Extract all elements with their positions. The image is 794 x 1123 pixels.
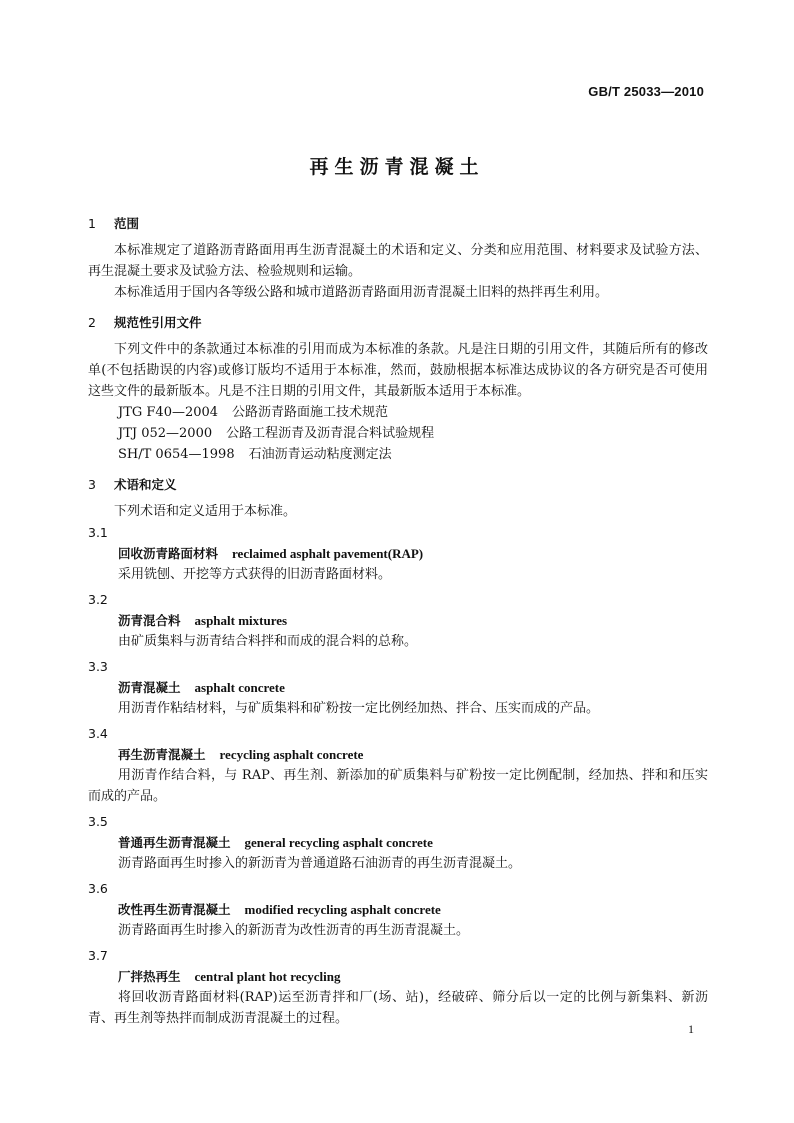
- term-entry: [88, 945, 708, 1029]
- term-number: 3.4: [88, 726, 108, 741]
- term-definition: 采用铣刨、开挖等方式获得的旧沥青路面材料。: [118, 567, 392, 582]
- term-title: 沥青混合料 asphalt mixtures: [118, 613, 288, 628]
- term-definition: 沥青路面再生时掺入的新沥青为改性沥青的再生沥青混凝土。: [118, 923, 470, 938]
- reference-item: JTG F40—2004 公路沥青路面施工技术规范: [118, 405, 389, 420]
- term-entry: [88, 656, 708, 719]
- document-body: [88, 213, 708, 1029]
- section-heading-terms: 3 术语和定义: [88, 477, 177, 492]
- term-entry: [88, 723, 708, 807]
- term-definition: 沥青路面再生时掺入的新沥青为普通道路石油沥青的再生沥青混凝土。: [118, 856, 522, 871]
- document-title: 再生沥青混凝土: [309, 156, 485, 178]
- term-entry: [88, 878, 708, 941]
- term-title: 改性再生沥青混凝土 modified recycling asphalt concrete: [118, 902, 441, 917]
- section-heading-normative-references: 2 规范性引用文件: [88, 315, 202, 330]
- term-number: 3.7: [88, 948, 108, 963]
- standard-code: GB/T 25033—2010: [588, 84, 704, 99]
- paragraph: 下列术语和定义适用于本标准。: [114, 504, 297, 519]
- paragraph: 本标准规定了道路沥青路面用再生沥青混凝土的术语和定义、分类和应用范围、材料要求及试验方法、再生混凝土要求及试验方法、检验规则和运输。: [88, 243, 708, 279]
- reference-item: SH/T 0654—1998 石油沥青运动粘度测定法: [118, 447, 392, 462]
- term-definition: 由矿质集料与沥青结合料拌和而成的混合料的总称。: [118, 634, 418, 649]
- page-number: 1: [688, 1022, 694, 1036]
- term-entry: [88, 589, 708, 652]
- section-heading-scope: 1 范围: [88, 216, 140, 231]
- term-number: 3.6: [88, 881, 108, 896]
- term-title: 厂拌热再生 central plant hot recycling: [118, 969, 341, 984]
- term-title: 回收沥青路面材料 reclaimed asphalt pavement(RAP): [118, 546, 424, 561]
- term-title: 普通再生沥青混凝土 general recycling asphalt concrete: [118, 835, 433, 850]
- term-definition: 用沥青作粘结材料，与矿质集料和矿粉按一定比例经加热、拌合、压实而成的产品。: [118, 701, 600, 716]
- paragraph: 下列文件中的条款通过本标准的引用而成为本标准的条款。凡是注日期的引用文件，其随后所有的修改单(不包括勘误的内容)或修订版均不适用于本标准，然而，鼓励根据本标准达成协议的各方研究是否可使用这些文件的最新版本。凡是不注日期的引用文件，其最新版本适用于本标准。: [88, 342, 708, 399]
- term-title: 沥青混凝土 asphalt concrete: [118, 680, 285, 695]
- term-entry: [88, 811, 708, 874]
- term-number: 3.2: [88, 592, 108, 607]
- term-number: 3.3: [88, 659, 108, 674]
- term-title: 再生沥青混凝土 recycling asphalt concrete: [118, 747, 364, 762]
- term-entry: [88, 522, 708, 585]
- paragraph: 本标准适用于国内各等级公路和城市道路沥青路面用沥青混凝土旧料的热拌再生利用。: [114, 285, 609, 300]
- term-number: 3.5: [88, 814, 108, 829]
- term-definition: 用沥青作结合料，与 RAP、再生剂、新添加的矿质集料与矿粉按一定比例配制，经加热、拌和和压实而成的产品。: [88, 768, 708, 804]
- reference-item: JTJ 052—2000 公路工程沥青及沥青混合料试验规程: [118, 426, 435, 441]
- term-definition: 将回收沥青路面材料(RAP)运至沥青拌和厂(场、站)，经破碎、筛分后以一定的比例与新集料、新沥青、再生剂等热拌而制成沥青混凝土的过程。: [88, 990, 708, 1026]
- term-number: 3.1: [88, 525, 108, 540]
